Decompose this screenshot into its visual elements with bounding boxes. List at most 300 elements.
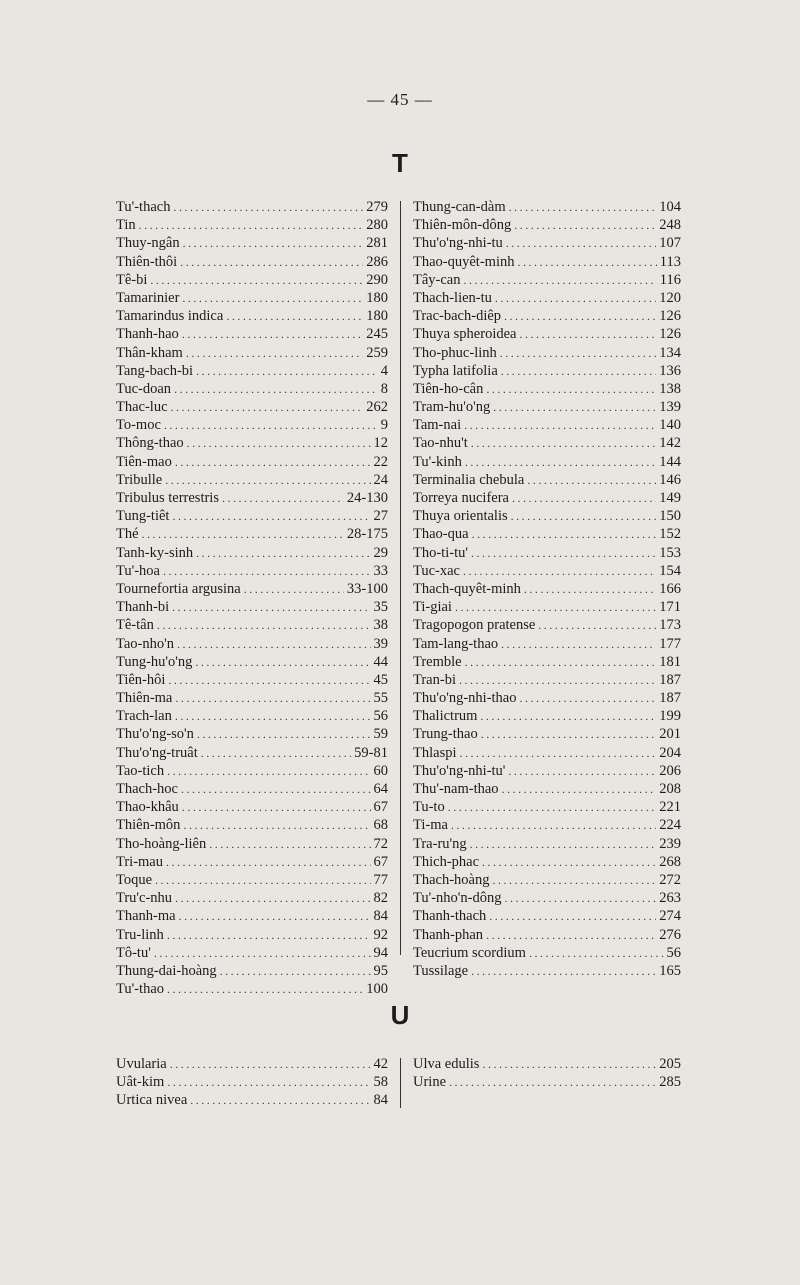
entry-page: 177 <box>659 635 681 652</box>
index-entry <box>116 707 388 725</box>
leader-dots <box>538 616 656 634</box>
index-entry <box>413 507 681 525</box>
leader-dots <box>175 707 371 725</box>
index-entry <box>116 398 388 416</box>
entry-name: Tribulus terrestris <box>116 490 219 506</box>
index-entry <box>116 798 388 816</box>
leader-dots <box>511 507 657 525</box>
section-u-left-column <box>116 1055 388 1110</box>
leader-dots <box>190 1091 370 1109</box>
index-entry <box>116 816 388 834</box>
index-entry <box>116 434 388 452</box>
entry-page: 280 <box>366 217 388 234</box>
entry-page: 104 <box>659 199 681 215</box>
index-entry <box>116 980 388 998</box>
index-entry <box>413 453 681 471</box>
index-entry <box>116 289 388 307</box>
entry-name: Thach-hoc <box>116 781 178 797</box>
leader-dots <box>493 398 656 416</box>
entry-page: 8 <box>380 380 388 397</box>
entry-name: Thanh-thach <box>413 908 487 925</box>
index-entry <box>413 689 681 707</box>
entry-name: Thiên-ma <box>116 690 173 707</box>
entry-name: Tao-nhu't <box>413 435 468 452</box>
entry-page: 44 <box>373 653 388 670</box>
leader-dots <box>512 489 656 507</box>
index-entry <box>413 907 681 925</box>
leader-dots <box>196 544 370 562</box>
entry-name: Tê-tân <box>116 617 154 634</box>
entry-name: Ti-ma <box>413 817 448 834</box>
entry-name: Tho-ti-tu' <box>413 544 468 561</box>
index-entry <box>116 653 388 671</box>
index-entry <box>116 198 388 216</box>
leader-dots <box>172 598 370 616</box>
index-entry <box>116 471 388 489</box>
entry-name: Thuy-ngân <box>116 235 180 252</box>
leader-dots <box>502 780 657 798</box>
index-entry <box>116 453 388 471</box>
leader-dots <box>471 434 656 452</box>
index-entry <box>116 489 388 507</box>
leader-dots <box>167 980 363 998</box>
entry-name: Thân-kham <box>116 344 183 361</box>
entry-page: 120 <box>659 289 681 306</box>
leader-dots <box>165 471 370 489</box>
entry-page: 201 <box>659 726 681 743</box>
entry-name: Thao-qua <box>413 526 469 543</box>
leader-dots <box>471 962 656 980</box>
leader-dots <box>500 344 656 362</box>
entry-name: Tuc-xac <box>413 562 460 579</box>
leader-dots <box>472 525 657 543</box>
index-entry <box>413 289 681 307</box>
entry-page: 290 <box>366 271 388 288</box>
leader-dots <box>195 653 370 671</box>
entry-name: Tournefortia argusina <box>116 580 241 597</box>
entry-name: Tao-tich <box>116 762 165 779</box>
entry-name: Tu'-hoa <box>116 562 160 579</box>
index-entry <box>413 325 681 343</box>
leader-dots <box>451 816 656 834</box>
entry-name: Thung-can-dàm <box>413 199 506 215</box>
index-entry <box>116 962 388 980</box>
leader-dots <box>448 798 657 816</box>
leader-dots <box>167 762 370 780</box>
leader-dots <box>480 707 656 725</box>
leader-dots <box>173 198 363 216</box>
index-entry <box>116 762 388 780</box>
entry-page: 187 <box>659 671 681 688</box>
index-entry <box>116 725 388 743</box>
entry-name: Tran-bi <box>413 671 456 688</box>
entry-name: Thlaspi <box>413 744 457 761</box>
index-entry <box>413 434 681 452</box>
entry-name: Trach-lan <box>116 708 172 725</box>
index-entry <box>116 344 388 362</box>
leader-dots <box>449 1073 656 1091</box>
page-number: — 45 — <box>367 90 433 109</box>
entry-page: 134 <box>659 344 681 361</box>
leader-dots <box>244 580 344 598</box>
leader-dots <box>508 762 656 780</box>
leader-dots <box>170 1055 371 1073</box>
entry-page: 140 <box>659 417 681 434</box>
leader-dots <box>504 889 656 907</box>
entry-page: 268 <box>659 853 681 870</box>
leader-dots <box>182 798 371 816</box>
entry-page: 248 <box>659 217 681 234</box>
entry-page: 28-175 <box>346 526 388 543</box>
index-entry <box>413 216 681 234</box>
entry-page: 276 <box>659 926 681 943</box>
index-entry <box>413 816 681 834</box>
entry-name: Typha latifolia <box>413 362 498 379</box>
index-entry <box>116 907 388 925</box>
leader-dots <box>519 689 656 707</box>
index-entry <box>116 325 388 343</box>
index-entry <box>413 271 681 289</box>
entry-page: 38 <box>373 617 388 634</box>
index-entry <box>413 471 681 489</box>
entry-page: 35 <box>373 599 388 616</box>
entry-name: Thu'o'ng-nhi-tu' <box>413 762 506 779</box>
entry-name: Thac-luc <box>116 399 168 416</box>
entry-page: 281 <box>366 235 388 252</box>
leader-dots <box>155 871 370 889</box>
index-entry <box>116 1055 388 1073</box>
index-entry <box>116 689 388 707</box>
index-entry <box>116 1091 388 1109</box>
leader-dots <box>529 944 664 962</box>
index-entry <box>116 580 388 598</box>
leader-dots <box>175 453 371 471</box>
entry-page: 95 <box>373 962 388 979</box>
leader-dots <box>164 416 378 434</box>
entry-name: To-moc <box>116 417 161 434</box>
entry-name: Thu'-nam-thao <box>413 781 499 797</box>
index-entry <box>116 635 388 653</box>
leader-dots <box>506 234 656 252</box>
entry-name: Thông-thao <box>116 435 184 452</box>
index-entry <box>116 780 388 798</box>
index-entry <box>116 380 388 398</box>
entry-page: 107 <box>659 235 681 252</box>
index-entry <box>116 253 388 271</box>
entry-name: Thuya orientalis <box>413 508 508 525</box>
entry-name: Ti-giai <box>413 599 452 616</box>
index-entry <box>413 635 681 653</box>
section-u-right-column <box>413 1055 681 1091</box>
entry-name: Trac-bach-diêp <box>413 308 502 325</box>
index-entry <box>413 380 681 398</box>
leader-dots <box>489 907 656 925</box>
entry-name: Thach-quyêt-minh <box>413 580 521 597</box>
entry-page: 45 <box>373 671 388 688</box>
index-entry <box>116 507 388 525</box>
leader-dots <box>486 926 656 944</box>
entry-page: 94 <box>373 944 388 961</box>
index-entry <box>413 344 681 362</box>
leader-dots <box>166 853 371 871</box>
entry-name: Tung-hu'o'ng <box>116 653 193 670</box>
leader-dots <box>187 434 371 452</box>
entry-name: Tu'-thach <box>116 199 171 215</box>
entry-page: 27 <box>373 508 388 525</box>
entry-page: 113 <box>659 253 681 270</box>
section-t-right-column <box>413 198 681 980</box>
leader-dots <box>172 507 370 525</box>
section-t-left-column <box>116 198 388 998</box>
leader-dots <box>482 853 656 871</box>
entry-name: Thu'o'ng-truât <box>116 744 198 761</box>
index-entry <box>413 234 681 252</box>
entry-page: 165 <box>659 962 681 979</box>
entry-name: Tanh-ky-sinh <box>116 544 194 561</box>
entry-page: 286 <box>366 253 388 270</box>
entry-page: 154 <box>659 562 681 579</box>
entry-name: Tra-ru'ng <box>413 835 467 852</box>
entry-name: Tiên-mao <box>116 453 172 470</box>
index-entry <box>116 1073 388 1091</box>
index-entry <box>116 362 388 380</box>
entry-page: 29 <box>373 544 388 561</box>
entry-page: 126 <box>659 326 681 343</box>
leader-dots <box>179 907 371 925</box>
entry-name: Tin <box>116 217 136 234</box>
entry-name: Urtica nivea <box>116 1092 188 1109</box>
entry-name: Thao-quyêt-minh <box>413 253 515 270</box>
entry-name: Tho-hoàng-liên <box>116 835 207 852</box>
entry-name: Tu'-thao <box>116 981 165 998</box>
entry-name: Tri-mau <box>116 853 163 870</box>
entry-page: 55 <box>373 690 388 707</box>
entry-name: Tiên-hôi <box>116 671 166 688</box>
index-entry <box>116 853 388 871</box>
entry-page: 33 <box>373 562 388 579</box>
leader-dots <box>209 835 370 853</box>
index-entry <box>413 944 681 962</box>
entry-name: Thung-dai-hoàng <box>116 962 217 979</box>
entry-name: Tragopogon pratense <box>413 617 536 634</box>
leader-dots <box>180 253 363 271</box>
entry-name: Tamarindus indica <box>116 308 224 325</box>
index-entry <box>116 562 388 580</box>
index-entry <box>116 744 388 762</box>
leader-dots <box>167 926 371 944</box>
leader-dots <box>514 216 656 234</box>
entry-name: Urine <box>413 1074 447 1091</box>
entry-page: 152 <box>659 526 681 543</box>
leader-dots <box>504 307 656 325</box>
leader-dots <box>524 580 656 598</box>
entry-page: 263 <box>659 890 681 907</box>
entry-name: Tam-lang-thao <box>413 635 499 652</box>
entry-page: 92 <box>373 926 388 943</box>
index-entry <box>116 216 388 234</box>
entry-page: 58 <box>373 1074 388 1091</box>
entry-page: 180 <box>366 308 388 325</box>
entry-name: Tamarinier <box>116 289 180 306</box>
index-entry <box>413 525 681 543</box>
index-entry <box>116 926 388 944</box>
index-entry <box>413 544 681 562</box>
section-letter-u: U <box>390 1000 410 1030</box>
entry-page: 272 <box>659 871 681 888</box>
leader-dots <box>183 234 364 252</box>
entry-name: Tussilage <box>413 962 469 979</box>
entry-page: 149 <box>659 490 681 506</box>
entry-name: Tang-bach-bi <box>116 362 194 379</box>
index-entry <box>413 616 681 634</box>
entry-page: 146 <box>659 471 681 488</box>
entry-page: 142 <box>659 435 681 452</box>
leader-dots <box>464 416 656 434</box>
entry-name: Thich-phac <box>413 853 480 870</box>
entry-page: 12 <box>373 435 388 452</box>
index-entry <box>116 416 388 434</box>
leader-dots <box>177 635 371 653</box>
entry-page: 208 <box>659 781 681 797</box>
entry-page: 4 <box>380 362 388 379</box>
index-entry <box>413 253 681 271</box>
index-entry <box>413 707 681 725</box>
entry-page: 60 <box>373 762 388 779</box>
index-entry <box>116 616 388 634</box>
entry-name: Thiên-môn <box>116 817 181 834</box>
leader-dots <box>175 689 370 707</box>
leader-dots <box>471 544 656 562</box>
entry-page: 239 <box>659 835 681 852</box>
entry-name: Thu'o'ng-nhi-thao <box>413 690 517 707</box>
entry-name: Tu'-nho'n-dông <box>413 890 502 907</box>
section-letter-t: T <box>392 148 408 178</box>
leader-dots <box>186 344 363 362</box>
entry-page: 68 <box>373 817 388 834</box>
entry-page: 56 <box>666 944 681 961</box>
entry-name: Thuya spheroidea <box>413 326 517 343</box>
entry-name: Uât-kim <box>116 1074 165 1091</box>
index-entry <box>116 234 388 252</box>
index-entry <box>116 835 388 853</box>
entry-page: 84 <box>373 1092 388 1109</box>
leader-dots <box>527 471 656 489</box>
entry-name: Tung-tiêt <box>116 508 170 525</box>
entry-name: Thalictrum <box>413 708 478 725</box>
index-entry <box>413 798 681 816</box>
leader-dots <box>196 362 378 380</box>
entry-name: Tam-nai <box>413 417 462 434</box>
entry-page: 180 <box>366 289 388 306</box>
entry-page: 39 <box>373 635 388 652</box>
leader-dots <box>171 398 364 416</box>
leader-dots <box>168 671 370 689</box>
entry-name: Terminalia chebula <box>413 471 525 488</box>
entry-page: 274 <box>659 908 681 925</box>
entry-page: 206 <box>659 762 681 779</box>
entry-page: 59 <box>373 726 388 743</box>
index-entry <box>413 398 681 416</box>
entry-page: 126 <box>659 308 681 325</box>
leader-dots <box>154 944 371 962</box>
entry-page: 22 <box>373 453 388 470</box>
entry-page: 224 <box>659 817 681 834</box>
entry-page: 150 <box>659 508 681 525</box>
index-entry <box>413 416 681 434</box>
index-entry <box>413 926 681 944</box>
entry-name: Tu-to <box>413 799 445 816</box>
index-entry <box>413 871 681 889</box>
entry-name: Thach-hoàng <box>413 871 490 888</box>
entry-name: Tô-tu' <box>116 944 151 961</box>
index-entry <box>413 889 681 907</box>
leader-dots <box>226 307 363 325</box>
entry-name: Toque <box>116 871 153 888</box>
entry-name: Tram-hu'o'ng <box>413 399 491 416</box>
leader-dots <box>519 325 656 343</box>
entry-name: Trung-thao <box>413 726 478 743</box>
leader-dots <box>509 198 657 216</box>
entry-page: 77 <box>373 871 388 888</box>
index-entry <box>413 962 681 980</box>
entry-name: Teucrium scordium <box>413 944 526 961</box>
leader-dots <box>197 725 371 743</box>
entry-name: Torreya nucifera <box>413 490 509 506</box>
leader-dots <box>465 453 656 471</box>
index-entry <box>413 562 681 580</box>
entry-page: 116 <box>659 271 681 288</box>
index-entry <box>116 871 388 889</box>
leader-dots <box>459 671 656 689</box>
leader-dots <box>463 562 656 580</box>
entry-page: 285 <box>659 1074 681 1091</box>
entry-name: Ulva edulis <box>413 1056 480 1072</box>
index-entry <box>413 653 681 671</box>
entry-name: Tao-nho'n <box>116 635 174 652</box>
index-entry <box>413 362 681 380</box>
leader-dots <box>501 635 656 653</box>
leader-dots <box>175 889 370 907</box>
entry-name: Thanh-phan <box>413 926 484 943</box>
entry-name: Tribulle <box>116 471 163 488</box>
entry-page: 262 <box>366 399 388 416</box>
entry-page: 181 <box>659 653 681 670</box>
leader-dots <box>142 525 344 543</box>
leader-dots <box>486 380 656 398</box>
index-entry <box>116 598 388 616</box>
entry-name: Uvularia <box>116 1056 167 1072</box>
entry-page: 259 <box>366 344 388 361</box>
leader-dots <box>222 489 344 507</box>
entry-page: 136 <box>659 362 681 379</box>
entry-name: Thiên-môn-dông <box>413 217 512 234</box>
index-entry <box>413 198 681 216</box>
entry-page: 199 <box>659 708 681 725</box>
entry-page: 204 <box>659 744 681 761</box>
entry-name: Tru-linh <box>116 926 164 943</box>
entry-page: 84 <box>373 908 388 925</box>
entry-page: 67 <box>373 799 388 816</box>
entry-name: Thanh-bi <box>116 599 170 616</box>
entry-name: Thach-lien-tu <box>413 289 492 306</box>
index-entry <box>116 944 388 962</box>
entry-page: 173 <box>659 617 681 634</box>
index-entry <box>413 853 681 871</box>
entry-page: 24 <box>373 471 388 488</box>
entry-name: Thu'o'ng-nhi-tu <box>413 235 503 252</box>
entry-name: Thao-khâu <box>116 799 179 816</box>
leader-dots <box>182 289 363 307</box>
